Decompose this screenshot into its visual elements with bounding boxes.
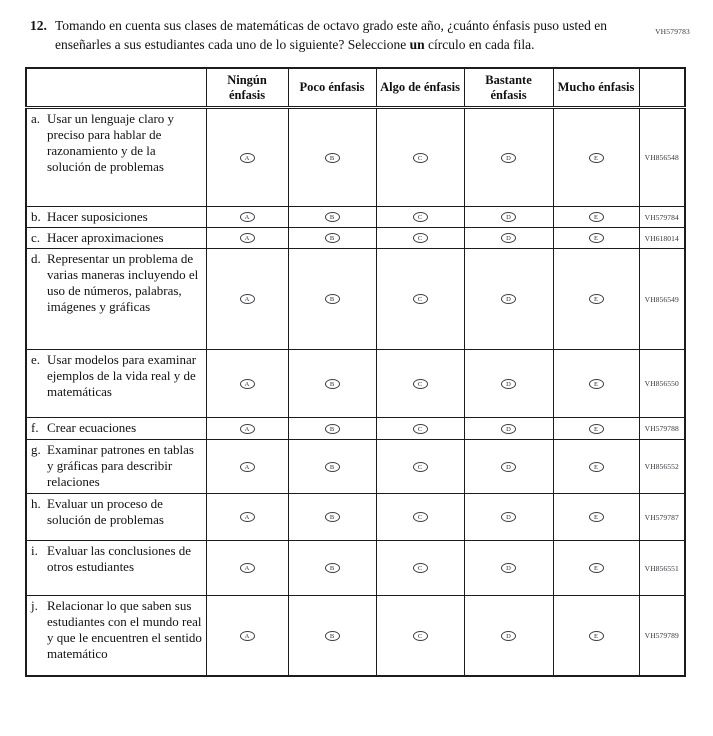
- answer-bubble-c[interactable]: C: [413, 294, 428, 304]
- option-cell-poco-enfasis: [288, 418, 376, 440]
- answer-bubble-b[interactable]: B: [325, 379, 340, 389]
- option-cell-algo-de-enfasis: [376, 350, 464, 418]
- row-label-wrap: [31, 209, 203, 225]
- answer-bubble-e[interactable]: E: [589, 294, 604, 304]
- option-cell-poco-enfasis: [288, 350, 376, 418]
- option-cell-poco-enfasis: [288, 228, 376, 249]
- row-letter: f.: [31, 420, 39, 435]
- table-row: [26, 541, 685, 596]
- table-body: [26, 108, 685, 676]
- answer-bubble-d[interactable]: D: [501, 631, 516, 641]
- answer-bubble-e[interactable]: E: [589, 512, 604, 522]
- row-letter: d.: [31, 251, 41, 266]
- answer-bubble-a[interactable]: A: [240, 212, 255, 222]
- option-cell-ningun-enfasis: [206, 418, 288, 440]
- option-cell-algo-de-enfasis: [376, 207, 464, 228]
- header-empty-cell: [26, 68, 206, 107]
- option-cell-ningun-enfasis: [206, 207, 288, 228]
- answer-bubble-e[interactable]: E: [589, 631, 604, 641]
- table-row: [26, 494, 685, 541]
- table-row: [26, 596, 685, 676]
- answer-bubble-c[interactable]: C: [413, 153, 428, 163]
- option-cell-mucho-enfasis: [553, 541, 639, 596]
- answer-bubble-d[interactable]: D: [501, 153, 516, 163]
- answer-bubble-c[interactable]: C: [413, 233, 428, 243]
- option-cell-algo-de-enfasis: [376, 494, 464, 541]
- option-cell-bastante-enfasis: [464, 228, 553, 249]
- question-text-bold: un: [409, 36, 425, 52]
- option-cell-bastante-enfasis: [464, 350, 553, 418]
- option-cell-algo-de-enfasis: [376, 440, 464, 494]
- answer-bubble-d[interactable]: D: [501, 233, 516, 243]
- row-code: VH856551: [639, 541, 685, 596]
- option-cell-mucho-enfasis: [553, 228, 639, 249]
- row-label-wrap: [31, 420, 203, 436]
- row-label: Representar un problema de varias maneras incluyendo el uso de números, palabras, imágenes y gráficas: [47, 251, 199, 314]
- header-row: [26, 68, 685, 107]
- answer-bubble-c[interactable]: C: [413, 563, 428, 573]
- column-header-algo-de-enfasis: Algo de énfasis: [376, 68, 464, 107]
- option-cell-algo-de-enfasis: [376, 418, 464, 440]
- answer-bubble-b[interactable]: B: [325, 294, 340, 304]
- table-row: [26, 108, 685, 207]
- option-cell-poco-enfasis: [288, 494, 376, 541]
- table-row: [26, 350, 685, 418]
- option-cell-bastante-enfasis: [464, 596, 553, 676]
- answer-bubble-d[interactable]: D: [501, 424, 516, 434]
- answer-bubble-a[interactable]: A: [240, 512, 255, 522]
- option-cell-bastante-enfasis: [464, 108, 553, 207]
- option-cell-mucho-enfasis: [553, 249, 639, 350]
- option-cell-ningun-enfasis: [206, 596, 288, 676]
- option-cell-algo-de-enfasis: [376, 541, 464, 596]
- row-code: VH618014: [639, 228, 685, 249]
- question-text: [55, 17, 608, 54]
- option-cell-bastante-enfasis: [464, 418, 553, 440]
- answer-bubble-c[interactable]: C: [413, 462, 428, 472]
- option-cell-ningun-enfasis: [206, 108, 288, 207]
- table-row: [26, 440, 685, 494]
- option-cell-poco-enfasis: [288, 108, 376, 207]
- option-cell-mucho-enfasis: [553, 207, 639, 228]
- answer-bubble-c[interactable]: C: [413, 379, 428, 389]
- answer-bubble-a[interactable]: A: [240, 233, 255, 243]
- answer-bubble-a[interactable]: A: [240, 462, 255, 472]
- option-cell-bastante-enfasis: [464, 207, 553, 228]
- option-cell-ningun-enfasis: [206, 228, 288, 249]
- answer-bubble-a[interactable]: A: [240, 294, 255, 304]
- row-code: VH579789: [639, 596, 685, 676]
- header-code-cell: [639, 68, 685, 107]
- answer-bubble-b[interactable]: B: [325, 563, 340, 573]
- row-code: VH856550: [639, 350, 685, 418]
- table-row: [26, 249, 685, 350]
- option-cell-algo-de-enfasis: [376, 108, 464, 207]
- answer-bubble-e[interactable]: E: [589, 153, 604, 163]
- option-cell-poco-enfasis: [288, 440, 376, 494]
- answer-bubble-e[interactable]: E: [589, 233, 604, 243]
- option-cell-algo-de-enfasis: [376, 249, 464, 350]
- row-letter: g.: [31, 442, 41, 457]
- row-code: VH856552: [639, 440, 685, 494]
- question-block: [30, 17, 610, 54]
- option-cell-algo-de-enfasis: [376, 228, 464, 249]
- answer-bubble-d[interactable]: D: [501, 462, 516, 472]
- row-label-wrap: [31, 251, 203, 314]
- emphasis-table: [25, 67, 686, 676]
- row-label-wrap: [31, 352, 203, 400]
- answer-bubble-b[interactable]: B: [325, 153, 340, 163]
- row-label: Hacer suposiciones: [47, 209, 148, 224]
- option-cell-bastante-enfasis: [464, 440, 553, 494]
- row-code: VH579788: [639, 418, 685, 440]
- row-label: Examinar patrones en tablas y gráficas para describir relaciones: [47, 442, 194, 489]
- column-header-bastante-enfasis: Bastante énfasis: [464, 68, 553, 107]
- option-cell-ningun-enfasis: [206, 541, 288, 596]
- answer-bubble-d[interactable]: D: [501, 563, 516, 573]
- row-letter: e.: [31, 352, 41, 367]
- question-text-part2: círculo en cada fila.: [424, 36, 535, 52]
- table-row: [26, 207, 685, 228]
- answer-bubble-b[interactable]: B: [325, 424, 340, 434]
- row-letter: h.: [31, 496, 41, 511]
- row-letter: i.: [31, 543, 38, 558]
- answer-bubble-e[interactable]: E: [589, 462, 604, 472]
- row-letter: b.: [31, 209, 41, 224]
- answer-bubble-b[interactable]: B: [325, 212, 340, 222]
- row-label: Crear ecuaciones: [47, 420, 137, 435]
- row-code: VH856548: [639, 108, 685, 207]
- option-cell-bastante-enfasis: [464, 541, 553, 596]
- answer-bubble-d[interactable]: D: [501, 379, 516, 389]
- answer-bubble-d[interactable]: D: [501, 512, 516, 522]
- option-cell-mucho-enfasis: [553, 108, 639, 207]
- answer-bubble-b[interactable]: B: [325, 462, 340, 472]
- questionnaire-page: [0, 17, 713, 736]
- row-label: Hacer aproximaciones: [47, 230, 164, 245]
- answer-bubble-a[interactable]: A: [240, 631, 255, 641]
- row-label-wrap: [31, 543, 203, 575]
- answer-bubble-c[interactable]: C: [413, 512, 428, 522]
- column-header-poco-enfasis: Poco énfasis: [288, 68, 376, 107]
- row-label-wrap: [31, 111, 203, 174]
- option-cell-mucho-enfasis: [553, 494, 639, 541]
- answer-bubble-a[interactable]: A: [240, 379, 255, 389]
- row-label-wrap: [31, 496, 203, 528]
- answer-bubble-d[interactable]: D: [501, 212, 516, 222]
- answer-bubble-a[interactable]: A: [240, 424, 255, 434]
- answer-bubble-e[interactable]: E: [589, 379, 604, 389]
- option-cell-mucho-enfasis: [553, 350, 639, 418]
- answer-bubble-e[interactable]: E: [589, 424, 604, 434]
- option-cell-poco-enfasis: [288, 596, 376, 676]
- option-cell-bastante-enfasis: [464, 249, 553, 350]
- answer-bubble-b[interactable]: B: [325, 512, 340, 522]
- row-label: Relacionar lo que saben sus estudiantes con el mundo real y que le encuentren el sentido matemático: [47, 598, 202, 661]
- option-cell-ningun-enfasis: [206, 350, 288, 418]
- row-letter: c.: [31, 230, 41, 245]
- column-header-ningun-enfasis: Ningún énfasis: [206, 68, 288, 107]
- row-code: VH579787: [639, 494, 685, 541]
- row-letter: j.: [31, 598, 38, 613]
- table-header: [26, 68, 685, 107]
- column-header-mucho-enfasis: Mucho énfasis: [553, 68, 639, 107]
- row-letter: a.: [31, 111, 41, 126]
- option-cell-poco-enfasis: [288, 207, 376, 228]
- row-label: Evaluar un proceso de solución de problemas: [47, 496, 164, 527]
- answer-bubble-c[interactable]: C: [413, 212, 428, 222]
- option-cell-ningun-enfasis: [206, 249, 288, 350]
- answer-bubble-a[interactable]: A: [240, 563, 255, 573]
- answer-bubble-b[interactable]: B: [325, 233, 340, 243]
- answer-bubble-a[interactable]: A: [240, 153, 255, 163]
- row-label-wrap: [31, 230, 203, 246]
- option-cell-algo-de-enfasis: [376, 596, 464, 676]
- form-code: VH579783: [655, 27, 690, 36]
- option-cell-ningun-enfasis: [206, 494, 288, 541]
- row-code: VH579784: [639, 207, 685, 228]
- row-label: Evaluar las conclusiones de otros estudiantes: [47, 543, 192, 574]
- answer-bubble-c[interactable]: C: [413, 631, 428, 641]
- option-cell-mucho-enfasis: [553, 418, 639, 440]
- option-cell-bastante-enfasis: [464, 494, 553, 541]
- answer-bubble-e[interactable]: E: [589, 563, 604, 573]
- option-cell-poco-enfasis: [288, 541, 376, 596]
- option-cell-ningun-enfasis: [206, 440, 288, 494]
- row-label: Usar modelos para examinar ejemplos de la vida real y de matemáticas: [47, 352, 197, 399]
- option-cell-mucho-enfasis: [553, 596, 639, 676]
- answer-bubble-c[interactable]: C: [413, 424, 428, 434]
- option-cell-mucho-enfasis: [553, 440, 639, 494]
- table-row: [26, 418, 685, 440]
- row-label: Usar un lenguaje claro y preciso para hablar de razonamiento y de la solución de problemas: [47, 111, 175, 174]
- answer-bubble-d[interactable]: D: [501, 294, 516, 304]
- row-label-wrap: [31, 442, 203, 490]
- row-label-wrap: [31, 598, 203, 661]
- question-text-part1: Tomando en cuenta sus clases de matemáticas de octavo grado este año, ¿cuánto énfasis puso usted en enseñarles a sus estudiantes cada uno de lo siguiente? Seleccione: [55, 18, 607, 52]
- option-cell-poco-enfasis: [288, 249, 376, 350]
- question-number: 12.: [30, 18, 47, 33]
- answer-bubble-b[interactable]: B: [325, 631, 340, 641]
- table-row: [26, 228, 685, 249]
- row-code: VH856549: [639, 249, 685, 350]
- answer-bubble-e[interactable]: E: [589, 212, 604, 222]
